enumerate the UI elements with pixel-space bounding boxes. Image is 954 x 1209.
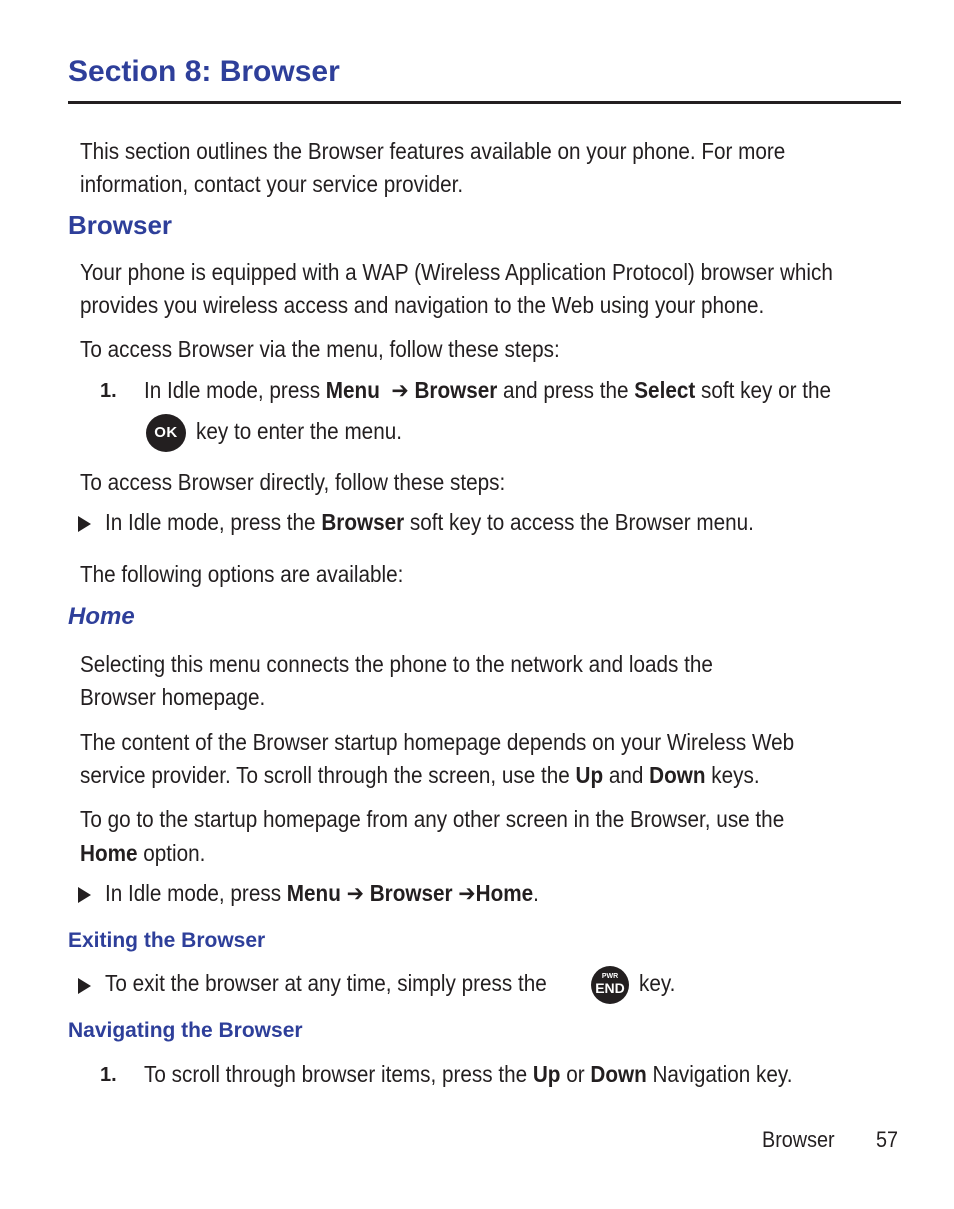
home-bullet: In Idle mode, press Menu ➔ Browser ➔Home. <box>105 880 539 906</box>
page-title: Section 8: Browser <box>68 55 340 88</box>
browser-heading: Browser <box>68 210 173 240</box>
browser-p2: To access Browser via the menu, follow these steps: <box>80 336 560 362</box>
exiting-bullet-key: key. <box>639 970 676 996</box>
exiting-bullet-text: To exit the browser at any time, simply press the <box>105 970 547 996</box>
footer-page-number: 57 <box>876 1127 899 1152</box>
browser-step-1-line-1: In Idle mode, press Menu ➔ Browser and press the Select soft key or the <box>144 377 832 403</box>
browser-p3: To access Browser directly, follow these steps: <box>80 469 506 495</box>
pwr-label: PWR <box>601 973 619 980</box>
end-label: END <box>595 980 625 996</box>
home-p3-line-1: To go to the startup homepage from any other screen in the Browser, use the <box>80 806 785 832</box>
browser-step-1-line-2: key to enter the menu. <box>196 418 402 444</box>
step-number: 1. <box>100 1064 117 1086</box>
intro-line-1: This section outlines the Browser features available on your phone. For more <box>80 138 786 164</box>
home-p1-line-2: Browser homepage. <box>80 684 266 710</box>
home-p2-line-1: The content of the Browser startup homepage depends on your Wireless Web <box>80 729 795 755</box>
pwr-end-key-icon <box>591 966 629 1004</box>
ok-key-icon: OK <box>146 414 186 452</box>
home-p2-line-2: service provider. To scroll through the screen, use the Up and Down keys. <box>80 762 760 788</box>
navigating-heading: Navigating the Browser <box>68 1019 303 1042</box>
browser-p1-line-2: provides you wireless access and navigation to the Web using your phone. <box>80 292 765 318</box>
bullet-triangle-icon <box>78 887 91 908</box>
step-number: 1. <box>100 380 117 402</box>
bullet-triangle-icon <box>78 978 91 999</box>
home-p3-line-2: Home option. <box>80 840 206 866</box>
footer-section: Browser <box>762 1127 835 1152</box>
bullet-triangle-icon <box>78 516 91 537</box>
browser-p4: The following options are available: <box>80 561 404 587</box>
title-rule <box>68 101 901 104</box>
home-heading: Home <box>68 603 135 630</box>
browser-bullet-1: In Idle mode, press the Browser soft key to access the Browser menu. <box>105 509 754 535</box>
exiting-heading: Exiting the Browser <box>68 929 266 952</box>
home-p1-line-1: Selecting this menu connects the phone to the network and loads the <box>80 651 713 677</box>
browser-p1-line-1: Your phone is equipped with a WAP (Wireless Application Protocol) browser which <box>80 259 833 285</box>
intro-line-2: information, contact your service provider. <box>80 171 464 197</box>
navigating-step-1: To scroll through browser items, press the Up or Down Navigation key. <box>144 1061 793 1087</box>
